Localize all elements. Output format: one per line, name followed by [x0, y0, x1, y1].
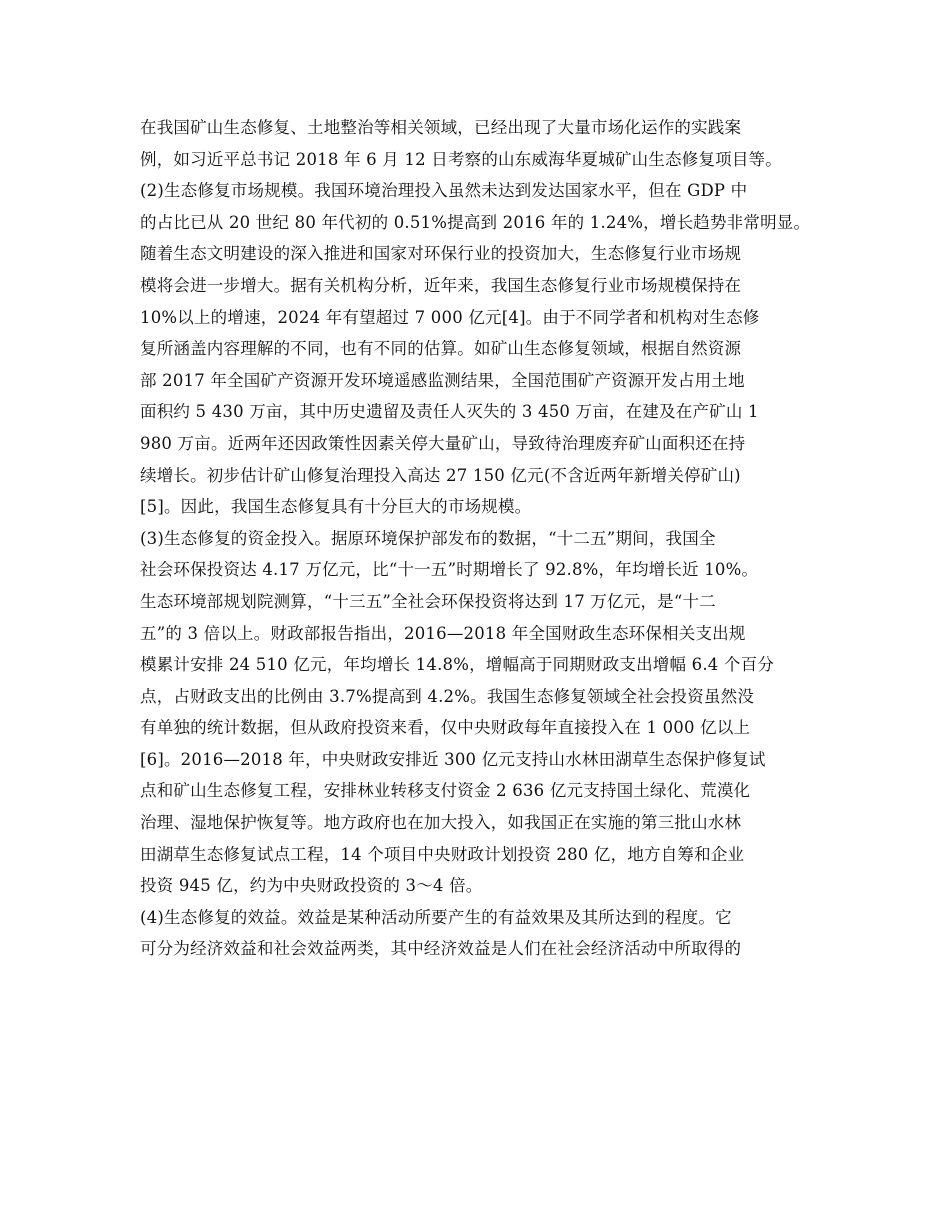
text-line: 随着生态文明建设的深入推进和国家对环保行业的投资加大，生态修复行业市场规 [140, 244, 742, 264]
text-line: 投资 945 亿，约为中央财政投资的 3～4 倍。 [140, 876, 483, 896]
text-line: 点和矿山生态修复工程，安排林业转移支付资金 2 636 亿元支持国土绿化、荒漠化 [140, 781, 751, 801]
text-line: 可分为经济效益和社会效益两类，其中经济效益是人们在社会经济活动中所取得的 [140, 939, 742, 959]
text-line: (2)生态修复市场规模。我国环境治理投入虽然未达到发达国家水平，但在 GDP 中 [140, 181, 748, 201]
text-line: 复所涵盖内容理解的不同，也有不同的估算。如矿山生态修复领域，根据自然资源 [140, 339, 742, 359]
text-line: 部 2017 年全国矿产资源开发环境遥感监测结果，全国范围矿产资源开发占用土地 [140, 370, 745, 390]
text-line: 的占比已从 20 世纪 80 年代初的 0.51%提高到 2016 年的 1.24%，增长趋势非常明显。 [140, 212, 811, 232]
text-line: 模将会进一步增大。据有关机构分析，近年来，我国生态修复行业市场规模保持在 [140, 275, 742, 295]
text-line: 有单独的统计数据，但从政府投资来看，仅中央财政每年直接投入在 1 000 亿以上 [140, 718, 751, 738]
text-line: 治理、湿地保护恢复等。地方政府也在加大投入，如我国正在实施的第三批山水林 [140, 813, 742, 833]
text-line: 例，如习近平总书记 2018 年 6 月 12 日考察的山东威海华夏城矿山生态修复项目等。 [140, 149, 782, 169]
text-line: 五”的 3 倍以上。财政部报告指出，2016—2018 年全国财政生态环保相关支出规 [140, 623, 746, 643]
text-line: 社会环保投资达 4.17 万亿元，比“十一五”时期增长了 92.8%，年均增长近 10%。 [140, 560, 759, 580]
text-line: 续增长。初步估计矿山修复治理投入高达 27 150 亿元(不含近两年新增关停矿山) [140, 465, 741, 485]
text-line: 生态环境部规划院测算，“十三五”全社会环保投资将达到 17 万亿元，是“十二 [140, 591, 716, 611]
text-line: [6]。2016—2018 年，中央财政安排近 300 亿元支持山水林田湖草生态保护修复试 [140, 749, 766, 769]
document-body [140, 112, 820, 965]
text-line: 面积约 5 430 万亩，其中历史遗留及责任人灭失的 3 450 万亩，在建及在产矿山 1 [140, 402, 759, 422]
text-line: 980 万亩。近两年还因政策性因素关停大量矿山，导致待治理废弃矿山面积还在持 [140, 433, 746, 453]
text-line: 田湖草生态修复试点工程，14 个项目中央财政计划投资 280 亿，地方自筹和企业 [140, 844, 745, 864]
text-line: [5]。因此，我国生态修复具有十分巨大的市场规模。 [140, 497, 532, 517]
text-line: 点，占财政支出的比例由 3.7%提高到 4.2%。我国生态修复领域全社会投资虽然没 [140, 686, 755, 706]
text-line: (4)生态修复的效益。效益是某种活动所要产生的有益效果及其所达到的程度。它 [140, 907, 732, 927]
text-line: (3)生态修复的资金投入。据原环境保护部发布的数据，“十二五”期间，我国全 [140, 528, 716, 548]
text-line: 10%以上的增速，2024 年有望超过 7 000 亿元[4]。由于不同学者和机构对生态修 [140, 307, 760, 327]
text-line: 模累计安排 24 510 亿元，年均增长 14.8%，增幅高于同期财政支出增幅 6.4 个百分 [140, 655, 775, 675]
text-line: 在我国矿山生态修复、土地整治等相关领域，已经出现了大量市场化运作的实践案 [140, 118, 742, 137]
